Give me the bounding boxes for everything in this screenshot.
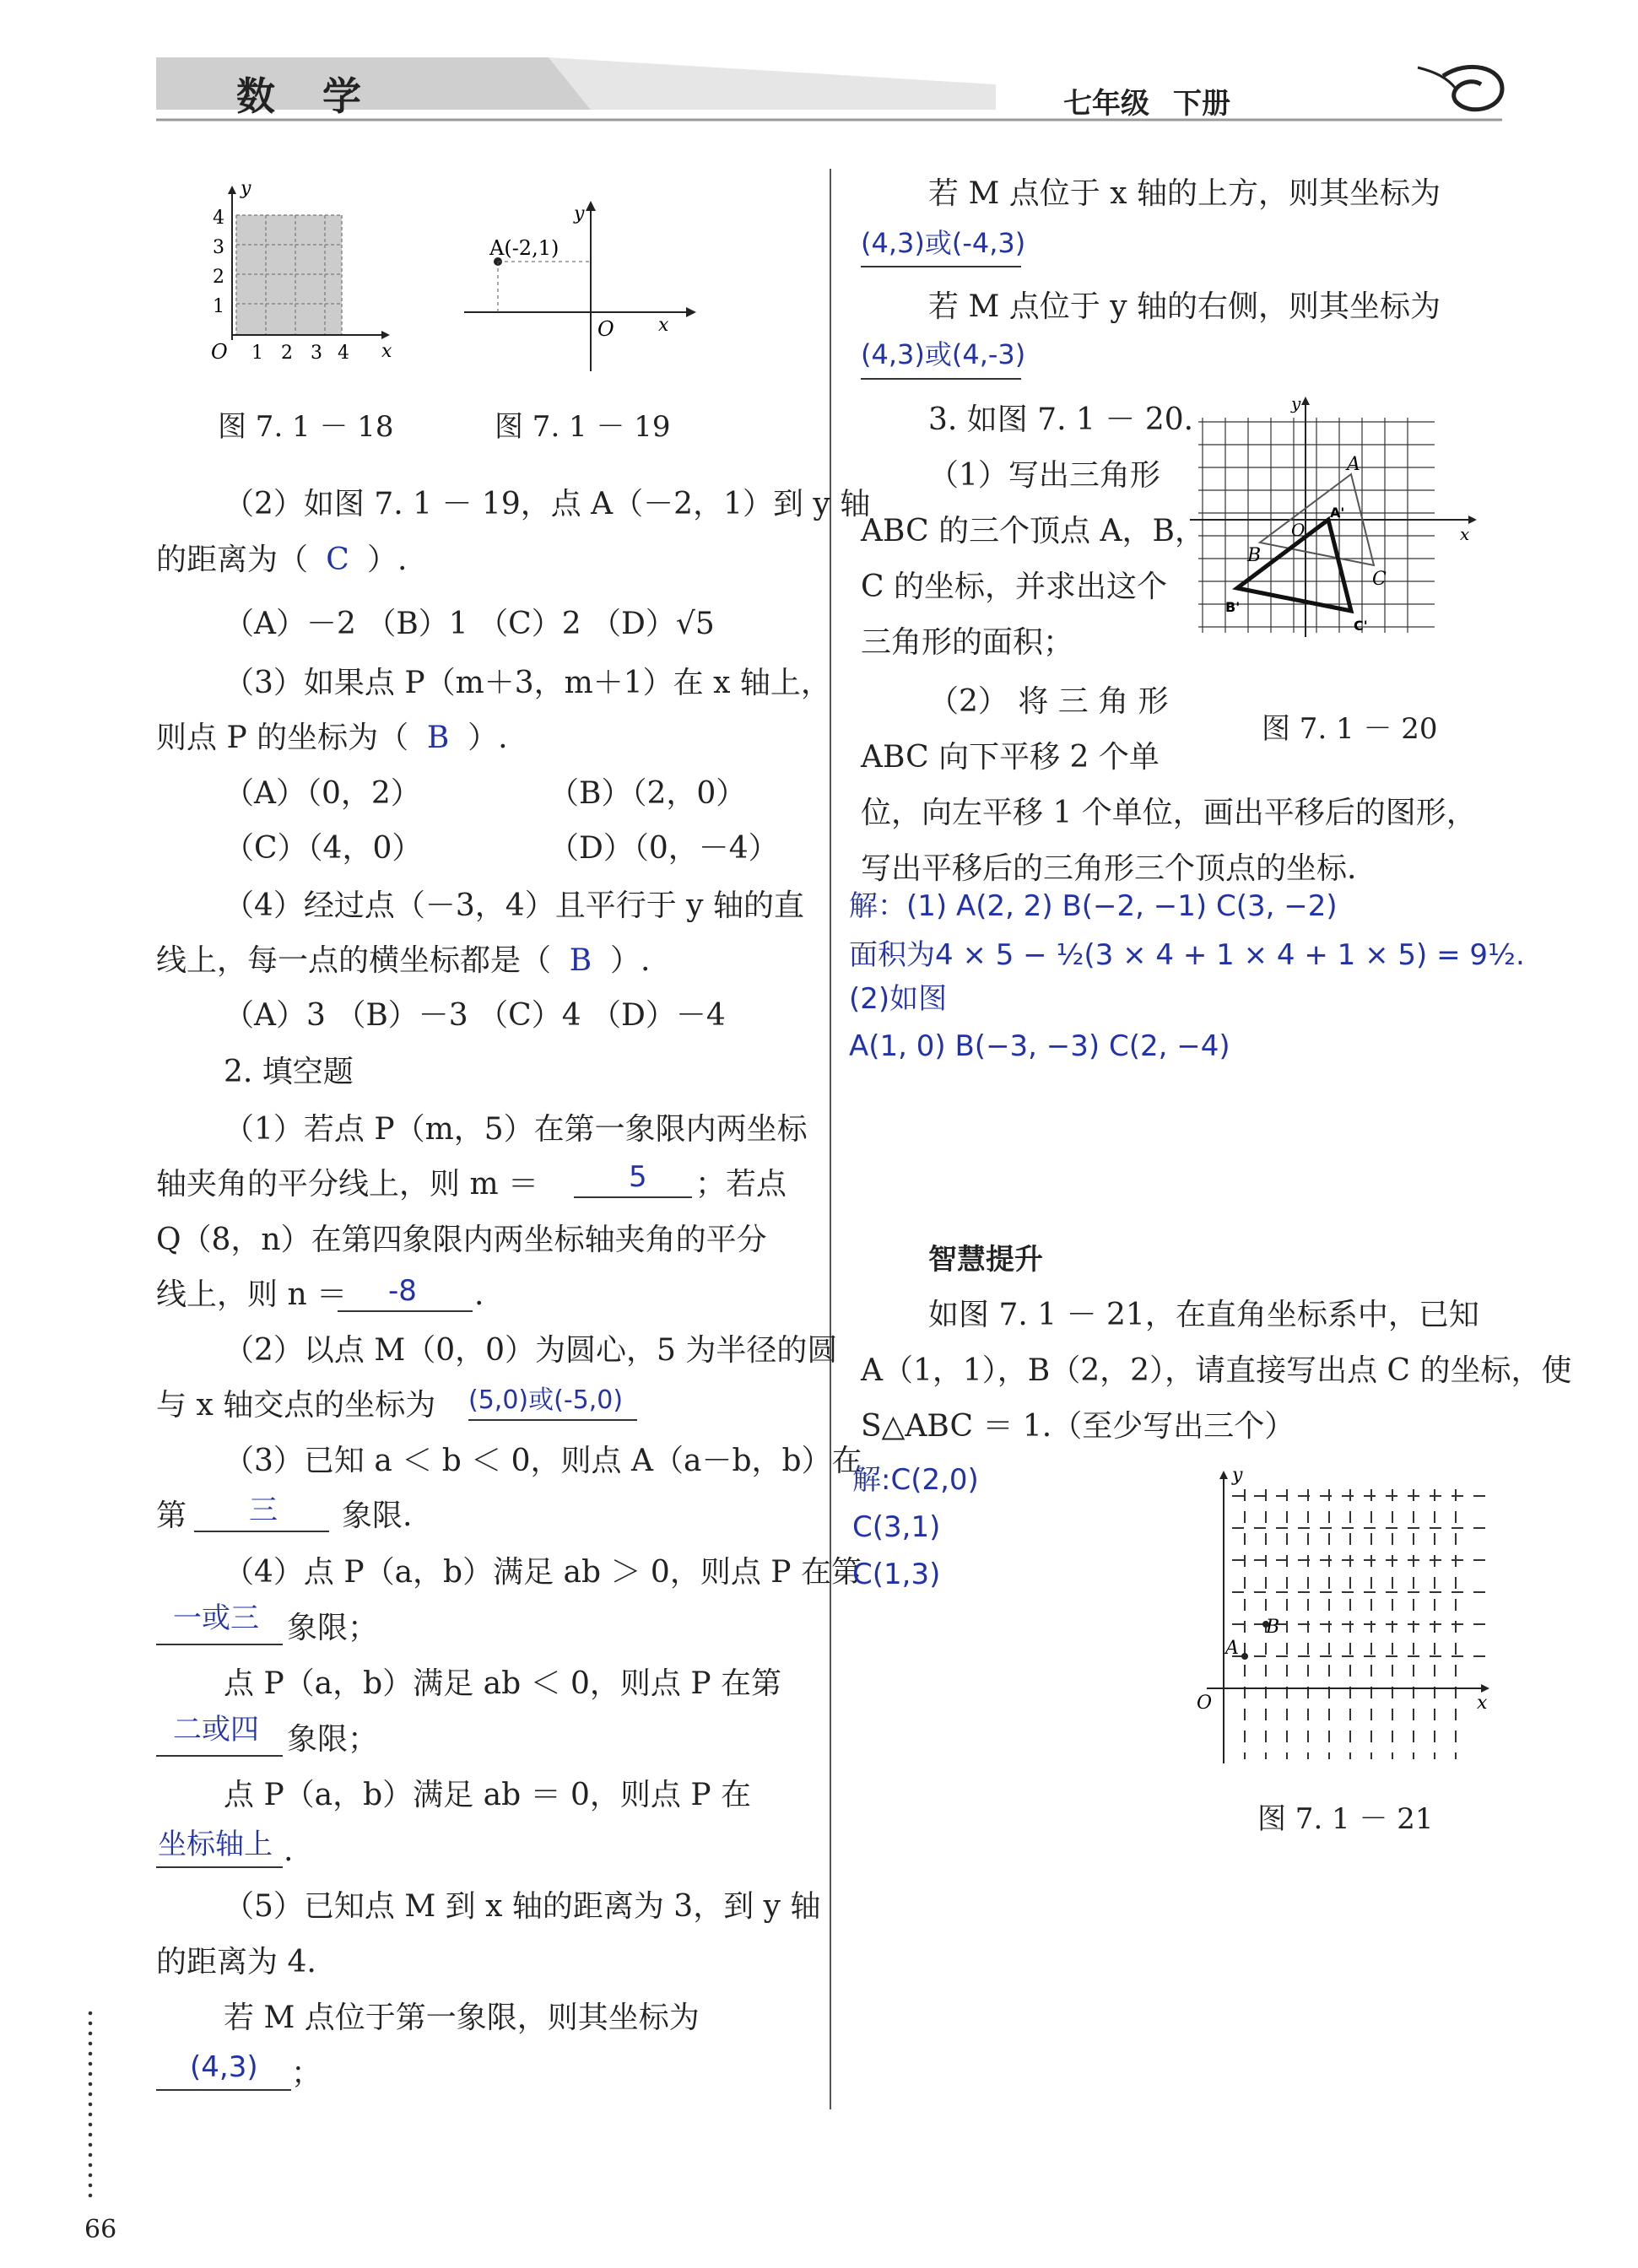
q3-title: 3. 如图 7. 1 － 20. <box>928 402 1194 437</box>
f4-post3: . <box>284 1833 294 1868</box>
fig19-caption: 图 7. 1 － 19 <box>495 410 671 444</box>
fig19-point-a: A(-2,1) <box>489 236 560 260</box>
f3-answer: 三 <box>249 1493 278 1527</box>
q3-line3: C 的坐标，并求出这个 <box>861 570 1167 604</box>
f5-line3: 若 M 点位于第一象限，则其坐标为 <box>224 2001 700 2035</box>
q2-4-options: （A）3 （B）－3 （C）4 （D）－4 <box>224 998 726 1033</box>
m-above-answer: (4,3)或(-4,3) <box>861 227 1026 259</box>
svg-text:x: x <box>1477 1693 1488 1714</box>
svg-text:y: y <box>1291 393 1301 413</box>
svg-text:A: A <box>1347 454 1360 475</box>
figure-7-1-21 <box>1181 1464 1502 1768</box>
q3-line6: ABC 向下平移 2 个单 <box>861 740 1160 775</box>
figure-7-1-18 <box>194 173 414 375</box>
svg-text:B': B' <box>1225 599 1241 615</box>
column-divider <box>830 169 831 2109</box>
svg-text:x: x <box>658 315 669 336</box>
q2-2-line1: （2）如图 7. 1 － 19，点 A（－2，1）到 y 轴 <box>224 487 871 521</box>
figure-7-1-20 <box>1181 392 1485 645</box>
svg-text:1: 1 <box>251 343 263 364</box>
wisdom-line2: A（1，1），B（2，2），请直接写出点 C 的坐标，使 <box>861 1353 1572 1388</box>
q2-2-line2: 的距离为（ C ）. <box>156 540 407 580</box>
f1-line1: （1）若点 P（m，5）在第一象限内两坐标 <box>224 1112 808 1147</box>
svg-text:A': A' <box>1330 505 1345 521</box>
f5-line2: 的距离为 4. <box>156 1945 316 1979</box>
svg-text:B: B <box>1266 1617 1280 1638</box>
fig21-caption: 图 7. 1 － 21 <box>1257 1802 1434 1836</box>
wisdom-title: 智慧提升 <box>928 1243 1043 1277</box>
f1-answer2: -8 <box>388 1274 417 1308</box>
f1-line3: Q（8，n）在第四象限内两坐标轴夹角的平分 <box>156 1223 767 1257</box>
q3-solution-3: (2)如图 <box>849 982 948 1016</box>
f5-post1: ； <box>291 2056 322 2091</box>
svg-text:y: y <box>1232 1465 1243 1486</box>
f3-line1: （3）已知 a ＜ b ＜ 0，则点 A（a－b，b）在 <box>224 1444 862 1478</box>
q3-solution-1: 解：(1) A(2, 2) B(−2, −1) C(3, −2) <box>849 889 1338 923</box>
f3-line2-pre: 第 <box>156 1498 187 1533</box>
f1-line4-post: . <box>474 1277 484 1312</box>
header-volume: 下册 <box>1173 87 1230 121</box>
svg-text:C: C <box>1372 569 1387 590</box>
m-right-answer: (4,3)或(4,-3) <box>861 338 1026 370</box>
f5-answer1: (4,3) <box>190 2050 258 2084</box>
q3-solution-4: A(1, 0) B(−3, −3) C(2, −4) <box>849 1029 1230 1063</box>
svg-text:1: 1 <box>213 296 224 317</box>
svg-text:B: B <box>1247 545 1262 566</box>
svg-text:x: x <box>1460 524 1470 544</box>
q2-4-line2: 线上，每一点的横坐标都是（ B ）. <box>156 941 650 981</box>
fig18-origin: O <box>211 340 228 364</box>
fill-title: 2. 填空题 <box>224 1055 354 1089</box>
f4-line5: 点 P（a，b）满足 ab ＝ 0，则点 P 在 <box>224 1778 752 1812</box>
q2-3-line1: （3）如果点 P（m＋3，m＋1）在 x 轴上， <box>224 666 831 700</box>
svg-text:2: 2 <box>213 267 224 288</box>
f3-line2-post: 象限. <box>342 1498 413 1533</box>
svg-text:A: A <box>1225 1638 1239 1659</box>
header-subject: 数 学 <box>236 73 379 119</box>
fig18-y-label: y <box>241 178 251 199</box>
wisdom-solution-1: 解:C(2,0) <box>852 1463 979 1497</box>
svg-text:3: 3 <box>213 237 224 258</box>
svg-text:4: 4 <box>213 208 224 229</box>
q2-3-answer: B <box>426 721 450 755</box>
q2-3-option-a: （A）（0，2） <box>224 776 421 811</box>
f1-line2-post: ；若点 <box>695 1167 787 1202</box>
f4-line1: （4）点 P（a，b）满足 ab ＞ 0，则点 P 在第 <box>224 1555 862 1590</box>
svg-text:O: O <box>597 317 614 341</box>
wisdom-line1: 如图 7. 1 － 21，在直角坐标系中，已知 <box>928 1298 1479 1332</box>
f1-line2-pre: 轴夹角的平分线上，则 m ＝ <box>156 1167 539 1202</box>
page-number: 66 <box>84 2215 117 2244</box>
q2-3-line2: 则点 P 的坐标为（ B ）. <box>156 718 508 759</box>
q3-line2: ABC 的三个顶点 A，B， <box>861 514 1206 548</box>
svg-text:C': C' <box>1354 618 1368 634</box>
q3-line5: （2） 将 三 角 形 <box>928 684 1169 719</box>
svg-text:3: 3 <box>311 343 322 364</box>
wisdom-solution-3: C(1,3) <box>852 1558 941 1591</box>
svg-text:O: O <box>1291 520 1306 540</box>
f4-answer2: 二或四 <box>173 1713 259 1747</box>
header-grade: 七年级 <box>1063 87 1149 121</box>
q2-3-option-b: （B）（2，0） <box>549 776 747 811</box>
f5-line1: （5）已知点 M 到 x 轴的距离为 3，到 y 轴 <box>224 1889 821 1924</box>
q2-2-answer: C <box>326 543 349 577</box>
f4-post1: 象限； <box>287 1611 379 1645</box>
figure-7-1-19 <box>456 194 700 380</box>
q2-2-options: （A）－2 （B）1 （C）2 （D）√5 <box>224 607 715 641</box>
page-dots <box>88 2008 93 2202</box>
q2-4-answer: B <box>569 943 592 978</box>
q2-3-option-c: （C）（4，0） <box>224 831 423 866</box>
f2-answer: (5,0)或(-5,0) <box>468 1385 624 1415</box>
m-right-line: 若 M 点位于 y 轴的右侧，则其坐标为 <box>928 289 1441 324</box>
svg-text:4: 4 <box>338 343 349 364</box>
f4-answer1: 一或三 <box>173 1601 259 1635</box>
fig18-x-label: x <box>381 341 392 362</box>
f4-post2: 象限； <box>287 1722 379 1757</box>
f4-answer3: 坐标轴上 <box>158 1828 273 1861</box>
q3-line7: 位，向左平移 1 个单位，画出平移后的图形， <box>861 796 1477 830</box>
f1-line4-pre: 线上，则 n ＝ <box>156 1277 348 1312</box>
f4-line3: 点 P（a，b）满足 ab ＜ 0，则点 P 在第 <box>224 1666 782 1701</box>
m-above-line: 若 M 点位于 x 轴的上方，则其坐标为 <box>928 176 1441 211</box>
svg-text:y: y <box>574 203 585 224</box>
svg-text:2: 2 <box>281 343 293 364</box>
f2-line1: （2）以点 M（0，0）为圆心，5 为半径的圆 <box>224 1333 838 1368</box>
wisdom-solution-2: C(3,1) <box>852 1510 941 1544</box>
q3-line8: 写出平移后的三角形三个顶点的坐标. <box>861 851 1357 886</box>
fig18-caption: 图 7. 1 － 18 <box>218 410 394 444</box>
q3-solution-2: 面积为4 × 5 − ½(3 × 4 + 1 × 4 + 1 × 5) = 9½. <box>849 938 1525 972</box>
q2-4-line1: （4）经过点（－3，4）且平行于 y 轴的直 <box>224 888 804 923</box>
wisdom-line3: S△ABC ＝ 1.（至少写出三个） <box>861 1409 1295 1444</box>
q3-line1: （1）写出三角形 <box>928 458 1160 493</box>
fig20-caption: 图 7. 1 － 20 <box>1262 712 1438 746</box>
svg-text:O: O <box>1197 1693 1213 1714</box>
f1-answer1: 5 <box>629 1160 647 1194</box>
q3-line4: 三角形的面积； <box>861 625 1074 660</box>
q2-3-option-d: （D）（0，－4） <box>549 831 779 866</box>
f2-line2-pre: 与 x 轴交点的坐标为 <box>156 1388 436 1423</box>
